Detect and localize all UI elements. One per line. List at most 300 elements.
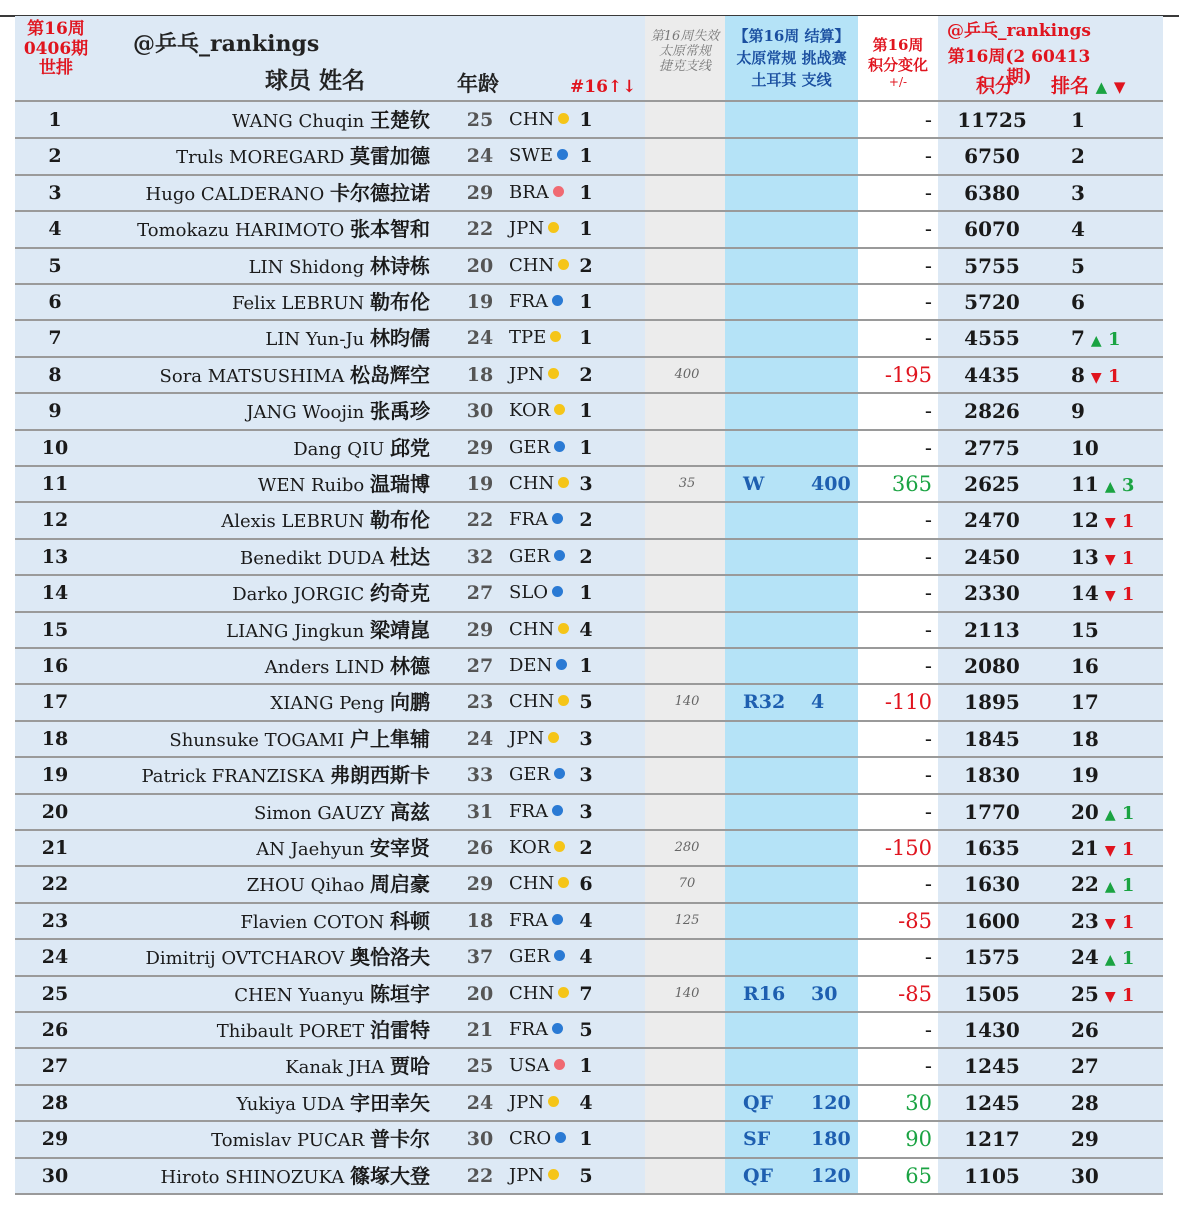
player-name-cn: 奥恰洛夫: [350, 945, 430, 970]
new-rank-value: 26: [1071, 1018, 1099, 1042]
player-name: [232, 284, 430, 320]
event-count: 1: [579, 218, 593, 241]
total-points: 2775: [964, 435, 1020, 460]
player-name-cn: 勒布伦: [370, 290, 430, 314]
up-arrow-icon: ▲: [1090, 333, 1102, 350]
player-name: [234, 976, 430, 1012]
player-name-en: Dang QIU: [293, 438, 390, 460]
week-result-points: 30: [811, 982, 838, 1005]
row-divider: [15, 865, 1163, 867]
player-country: [509, 648, 567, 684]
table-row: [15, 939, 1163, 975]
week-result-points: 120: [811, 1091, 851, 1114]
player-name-en: Patrick FRANZISKA: [141, 766, 330, 788]
points-change: -85: [898, 908, 932, 933]
new-rank-value: 17: [1071, 690, 1099, 715]
player-country: [509, 721, 559, 757]
table-row: [15, 1158, 1163, 1194]
table-row: [15, 357, 1163, 393]
new-rank-value: 22: [1071, 872, 1099, 897]
player-age: 21: [466, 1019, 494, 1041]
new-rank: [1071, 794, 1134, 830]
player-name-cn: 张本智和: [350, 217, 430, 242]
points-change: -85: [898, 981, 932, 1006]
new-rank: [1071, 648, 1099, 684]
country-code: CHN: [509, 618, 555, 640]
player-name-cn: 林诗栋: [370, 253, 430, 278]
country-code: JPN: [509, 218, 545, 240]
expiring-points: 400: [674, 366, 700, 382]
table-row: [15, 539, 1163, 575]
region-dot-icon: [552, 914, 563, 925]
country-code: FRA: [509, 1019, 549, 1040]
event-count: 1: [579, 436, 593, 459]
world-rank: 18: [41, 727, 69, 750]
world-rank: 25: [41, 982, 69, 1005]
points-change: -: [924, 399, 932, 424]
table-row: [15, 320, 1163, 356]
event-count: 4: [579, 946, 593, 969]
points-change: -: [924, 763, 932, 788]
player-age: 27: [466, 582, 494, 605]
row-divider: [15, 356, 1163, 358]
event-count: 4: [579, 618, 593, 641]
total-points: 6070: [964, 217, 1020, 242]
player-name: [240, 903, 430, 939]
total-points: 2450: [964, 544, 1020, 569]
player-country: [509, 684, 569, 720]
up-arrow-icon: ▲: [1104, 806, 1116, 823]
world-rank: 2: [48, 145, 62, 168]
week-result: QF: [743, 1091, 774, 1114]
player-country: [509, 1012, 563, 1048]
rank-move: [1105, 839, 1135, 860]
down-arrow-icon: ▼: [1104, 588, 1116, 605]
player-name: [249, 248, 430, 284]
region-dot-icon: [552, 295, 563, 306]
new-rank: [1071, 721, 1099, 757]
row-divider: [15, 1120, 1163, 1122]
player-name-en: LIN Shidong: [248, 256, 370, 278]
rank-move-value: 1: [1115, 511, 1135, 533]
row-divider: [15, 975, 1163, 977]
total-points: 2826: [964, 399, 1020, 424]
player-name-en: Felix LEBRUN: [231, 293, 370, 314]
points-change: -: [924, 290, 932, 314]
player-name-en: Flavien COTON: [240, 911, 390, 933]
player-name: [293, 430, 430, 466]
table-row: [15, 1121, 1163, 1157]
new-rank-value: 5: [1071, 253, 1085, 278]
country-code: CHN: [509, 109, 555, 130]
world-rank: 29: [41, 1128, 69, 1151]
new-rank: [1071, 502, 1134, 538]
player-name-cn: 篠塚大登: [350, 1163, 430, 1188]
rank-move: [1105, 875, 1135, 896]
player-country: [509, 539, 565, 575]
player-country: [509, 757, 565, 793]
player-country: [509, 175, 564, 211]
world-rank: 16: [41, 655, 69, 677]
points-change: -: [924, 872, 932, 897]
region-dot-icon: [558, 987, 569, 998]
player-country: [509, 1085, 559, 1121]
new-rank-value: 3: [1071, 180, 1085, 205]
world-rank: 5: [48, 254, 62, 277]
player-name-cn: 梁靖崑: [370, 617, 430, 642]
new-rank: [1071, 539, 1134, 575]
new-rank-value: 6: [1071, 290, 1085, 314]
player-age: 22: [466, 1164, 494, 1187]
week-result-points: 180: [811, 1128, 851, 1151]
player-country: [509, 357, 559, 393]
world-rank: 10: [41, 436, 69, 459]
player-country: [509, 830, 565, 866]
up-arrow-icon: ▲: [1104, 479, 1116, 495]
player-name-en: Thibault PORET: [216, 1021, 370, 1042]
event-count: 3: [579, 727, 593, 750]
new-rank-value: 18: [1071, 726, 1099, 751]
points-change: 65: [905, 1163, 932, 1188]
table-row: [15, 648, 1163, 684]
total-points: 5720: [964, 290, 1020, 314]
event-count: 6: [579, 873, 593, 896]
country-code: CHN: [509, 982, 555, 1004]
rank-move-value: 1: [1101, 365, 1121, 387]
player-age: 20: [466, 982, 494, 1005]
result-header-line3: 土耳其 支线: [751, 70, 832, 89]
rank-column-header: [1051, 76, 1125, 98]
new-rank: [1071, 866, 1134, 902]
player-name-en: CHEN Yuanyu: [234, 984, 370, 1006]
rank-move: [1091, 329, 1121, 350]
down-arrow-icon: ▼: [1090, 369, 1102, 386]
new-rank: [1071, 684, 1099, 720]
row-divider: [15, 574, 1163, 576]
new-rank-value: 29: [1071, 1127, 1099, 1152]
new-rank-value: 7: [1071, 326, 1085, 351]
expire-header-line3: 捷克支线: [658, 58, 711, 74]
country-code: TPE: [509, 327, 547, 349]
country-code: GER: [509, 436, 551, 458]
down-arrow-icon: ▼: [1104, 515, 1116, 532]
expire-header-line2: 太原常规: [658, 43, 711, 59]
table-row: [15, 138, 1163, 174]
new-rank: [1071, 211, 1085, 247]
player-name: [137, 211, 430, 247]
table-row: [15, 684, 1163, 720]
world-rank: 3: [48, 181, 62, 204]
points-change: -: [924, 726, 932, 751]
new-rank-value: 13: [1071, 544, 1099, 569]
row-divider: [15, 793, 1163, 795]
rank-move-value: 1: [1115, 802, 1135, 824]
region-dot-icon: [554, 950, 565, 961]
total-points: 1245: [964, 1054, 1020, 1079]
row-divider: [15, 611, 1163, 613]
player-name-en: Tomislav PUCAR: [211, 1130, 370, 1152]
player-name: [176, 138, 430, 174]
count-column-header: #16↑↓: [570, 77, 637, 97]
country-code: GER: [509, 545, 551, 567]
rank-move: [1105, 803, 1135, 824]
down-arrow-icon: ▼: [1104, 551, 1116, 568]
new-rank: [1071, 612, 1099, 648]
event-count: 7: [579, 982, 593, 1005]
event-count: 2: [579, 254, 593, 277]
table-row: [15, 430, 1163, 466]
week-result-points: 400: [811, 473, 851, 495]
player-name: [141, 757, 430, 793]
total-points: 6750: [964, 144, 1020, 169]
table-row: [15, 866, 1163, 902]
world-rank: 19: [41, 764, 69, 787]
new-rank: [1071, 1085, 1099, 1121]
row-divider: [15, 756, 1163, 758]
table-row: [15, 102, 1163, 138]
total-points: 2625: [964, 472, 1020, 496]
points-change: 90: [905, 1127, 932, 1152]
new-rank-value: 28: [1071, 1090, 1099, 1115]
total-points: 1245: [964, 1090, 1020, 1115]
age-column-header: 年龄: [457, 71, 499, 96]
total-points: 5755: [964, 253, 1020, 278]
points-change: -: [924, 1018, 932, 1042]
player-age: 18: [466, 363, 494, 386]
world-rank: 28: [41, 1091, 69, 1114]
row-divider: [15, 319, 1163, 321]
player-name: [256, 830, 430, 866]
new-rank: [1071, 320, 1121, 356]
rank-column-label: 排名: [1051, 75, 1090, 97]
player-country: [509, 939, 565, 975]
new-rank-value: 11: [1071, 472, 1099, 496]
row-divider: [15, 210, 1163, 212]
table-row: [15, 575, 1163, 611]
points-change: -: [924, 1054, 932, 1079]
country-code: JPN: [509, 363, 545, 385]
row-divider: [15, 283, 1163, 285]
rank-move: [1105, 511, 1135, 532]
region-dot-icon: [548, 1096, 559, 1107]
player-name-en: Tomokazu HARIMOTO: [137, 220, 350, 242]
new-rank: [1071, 1012, 1099, 1048]
player-country: [509, 903, 563, 939]
player-age: 32: [466, 545, 494, 568]
rank-move: [1105, 548, 1135, 569]
table-row: [15, 393, 1163, 429]
points-change: -: [924, 326, 932, 351]
event-count: 1: [579, 582, 593, 605]
event-count: 5: [579, 1019, 593, 1041]
new-rank-value: 30: [1071, 1163, 1099, 1188]
player-name-cn: 科顿: [390, 908, 430, 933]
player-country: [509, 1048, 565, 1084]
region-dot-icon: [554, 404, 565, 415]
region-dot-icon: [558, 113, 569, 124]
event-count: 1: [579, 327, 593, 350]
table-row: [15, 721, 1163, 757]
down-arrow-icon: ▼: [1113, 78, 1126, 96]
player-name-cn: 温瑞博: [370, 472, 430, 496]
player-name-cn: 弗朗西斯卡: [330, 763, 430, 788]
player-name: [232, 575, 430, 611]
player-name-en: Benedikt DUDA: [239, 547, 390, 569]
points-change: -: [924, 654, 932, 678]
country-code: FRA: [509, 509, 549, 531]
week-result-points: 4: [811, 691, 825, 714]
region-dot-icon: [557, 149, 568, 160]
table-row: [15, 757, 1163, 793]
points-change: -: [924, 544, 932, 569]
player-name: [240, 539, 430, 575]
event-count: 4: [579, 909, 593, 932]
total-points: 1505: [964, 981, 1020, 1006]
player-country: [509, 393, 565, 429]
new-rank: [1071, 1158, 1099, 1194]
rank-move: [1105, 475, 1135, 496]
expire-column-header: [645, 30, 725, 75]
row-divider: [15, 1157, 1163, 1159]
world-rank: 26: [41, 1019, 69, 1041]
player-name: [246, 393, 430, 429]
player-country: [509, 102, 569, 138]
rank-move: [1105, 948, 1135, 969]
player-age: 20: [466, 254, 494, 277]
row-divider: [15, 1193, 1163, 1195]
world-rank: 15: [41, 618, 69, 641]
total-points: 2113: [964, 617, 1020, 642]
points-column-header: 积分: [975, 75, 1014, 97]
row-divider: [15, 501, 1163, 503]
player-name-cn: 莫雷加德: [350, 144, 430, 169]
rank-move-value: 1: [1115, 547, 1135, 569]
country-code: JPN: [509, 1091, 545, 1113]
player-age: 24: [466, 727, 494, 750]
player-country: [509, 284, 563, 320]
event-count: 3: [579, 473, 593, 495]
new-rank-value: 10: [1071, 435, 1099, 460]
event-count: 2: [579, 509, 593, 532]
new-rank: [1071, 357, 1121, 393]
player-age: 33: [466, 764, 494, 787]
new-rank: [1071, 430, 1099, 466]
region-dot-icon: [548, 1169, 559, 1180]
event-count: 2: [579, 545, 593, 568]
total-points: 1630: [964, 872, 1020, 897]
table-row: [15, 502, 1163, 538]
player-name-en: Anders LIND: [264, 657, 390, 678]
event-count: 1: [579, 1055, 593, 1078]
player-country: [509, 320, 561, 356]
country-code: CHN: [509, 691, 555, 713]
country-code: JPN: [509, 1164, 545, 1186]
total-points: 1600: [964, 908, 1020, 933]
points-change: -: [924, 144, 932, 169]
player-name-en: Truls MOREGARD: [176, 147, 350, 169]
new-rank-value: 15: [1071, 617, 1099, 642]
player-name: [221, 502, 430, 538]
new-rank: [1071, 757, 1099, 793]
player-name-en: LIN Yun-Ju: [265, 329, 370, 351]
player-name-en: WANG Chuqin: [231, 111, 370, 132]
expiring-points: 125: [674, 912, 700, 928]
points-change: -150: [884, 836, 932, 860]
country-code: KOR: [509, 837, 551, 858]
player-name: [270, 684, 430, 720]
table-row: [15, 830, 1163, 866]
world-rank: 1: [48, 109, 62, 131]
country-code: USA: [509, 1055, 550, 1077]
player-name-cn: 约奇克: [370, 581, 430, 606]
world-rank: 23: [41, 909, 69, 932]
points-change: -: [924, 945, 932, 970]
player-name: [254, 794, 430, 830]
world-rank: 12: [41, 509, 69, 532]
region-dot-icon: [552, 1023, 563, 1034]
right-period-header: 第16周(2 60413期): [947, 47, 1091, 87]
change-header-line2: 积分变化: [867, 55, 928, 74]
new-rank-value: 19: [1071, 763, 1099, 788]
points-change: 365: [891, 472, 932, 496]
new-rank-value: 20: [1071, 799, 1099, 824]
row-divider: [15, 647, 1163, 649]
country-code: CHN: [509, 873, 555, 895]
result-header-line1: 【第16周 结算】: [733, 27, 850, 45]
player-name-cn: 安宰贤: [370, 836, 430, 860]
player-name: [146, 175, 430, 211]
player-name-cn: 林德: [390, 654, 430, 678]
region-dot-icon: [548, 368, 559, 379]
player-age: 26: [466, 837, 494, 859]
week-period-header: [15, 20, 97, 79]
player-name-en: Darko JORGIC: [232, 584, 370, 606]
new-rank: [1071, 903, 1134, 939]
rank-move-value: 1: [1115, 584, 1135, 606]
player-name-cn: 宇田幸矢: [350, 1090, 430, 1115]
region-dot-icon: [548, 222, 559, 233]
player-name: [247, 866, 430, 902]
row-divider: [15, 137, 1163, 139]
player-name: [232, 102, 430, 138]
player-name-en: Hugo CALDERANO: [145, 183, 330, 205]
player-age: 24: [466, 145, 494, 168]
row-divider: [15, 683, 1163, 685]
rank-move: [1105, 985, 1135, 1006]
player-age: 19: [466, 291, 494, 313]
player-country: [509, 1158, 559, 1194]
row-divider: [15, 938, 1163, 940]
rank-move-value: 1: [1101, 329, 1121, 351]
player-country: [509, 248, 569, 284]
new-rank: [1071, 393, 1085, 429]
world-rank: 17: [41, 691, 69, 714]
player-name-cn: 陈垣宇: [370, 981, 430, 1006]
player-country: [509, 794, 563, 830]
expiring-points: 140: [674, 694, 700, 710]
result-column-header: [723, 26, 860, 91]
name-column-header: 球员 姓名: [265, 67, 366, 94]
country-code: FRA: [509, 909, 549, 931]
new-rank-value: 23: [1071, 908, 1099, 933]
points-change: -: [924, 253, 932, 278]
country-code: GER: [509, 946, 551, 968]
player-age: 22: [466, 218, 494, 241]
total-points: 1635: [964, 836, 1020, 860]
new-rank: [1071, 175, 1085, 211]
player-name: [211, 1121, 430, 1157]
player-name: [217, 1012, 430, 1048]
